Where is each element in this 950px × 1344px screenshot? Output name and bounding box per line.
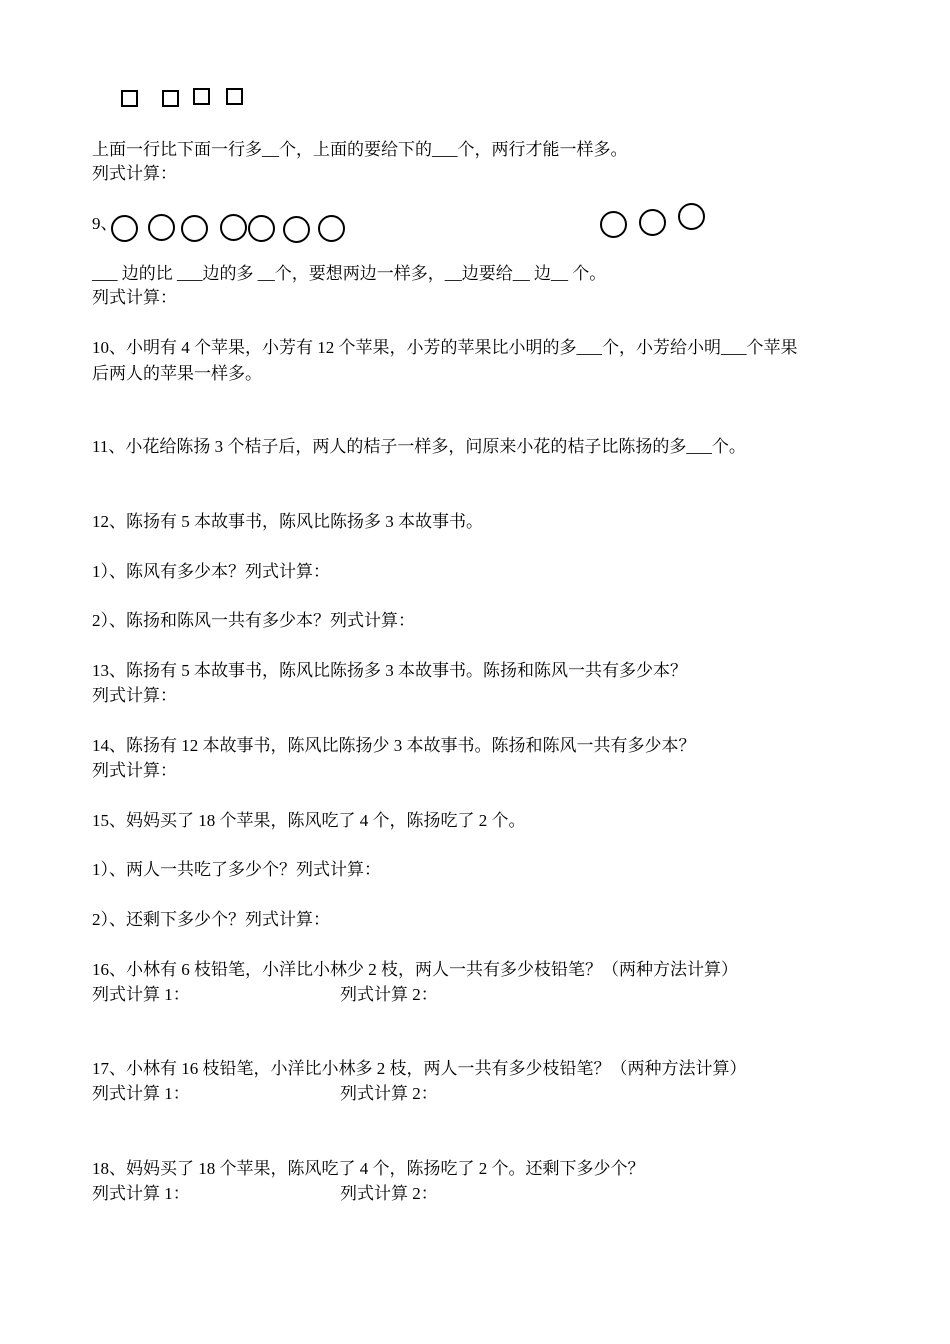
q12-text: 12、陈扬有 5 本故事书，陈风比陈扬多 3 本故事书。 [92, 512, 483, 531]
q15-sub2: 2）、还剩下多少个？列式计算： [92, 910, 330, 929]
q9-description: ___ 边的比 ___边的多 __个，要想两边一样多，__边要给__ 边__ 个。 [92, 264, 607, 283]
q12-sub2: 2）、陈扬和陈风一共有多少本？列式计算： [92, 611, 415, 630]
circle-shape [318, 215, 345, 242]
q17-formula-1: 列式计算 1： [92, 1084, 190, 1103]
circle-shape [248, 215, 275, 242]
square-shape [226, 88, 243, 105]
q8-formula-label: 列式计算： [92, 164, 177, 183]
q10-line1: 10、小明有 4 个苹果，小芳有 12 个苹果，小芳的苹果比小明的多___个，小芳给小明___个苹果 [92, 338, 798, 357]
q17-formula-2: 列式计算 2： [340, 1084, 438, 1103]
q14-formula-label: 列式计算： [92, 761, 177, 780]
circle-shape [111, 215, 138, 242]
square-shape [193, 88, 210, 105]
q15-text: 15、妈妈买了 18 个苹果，陈风吃了 4 个，陈扬吃了 2 个。 [92, 811, 526, 830]
q13-text: 13、陈扬有 5 本故事书，陈风比陈扬多 3 本故事书。陈扬和陈风一共有多少本？ [92, 661, 687, 680]
square-shape [121, 90, 138, 107]
q9-number: 9、 [92, 214, 118, 233]
q16-formula-2: 列式计算 2： [340, 985, 438, 1004]
q15-sub1: 1）、两人一共吃了多少个？列式计算： [92, 860, 381, 879]
q8-description: 上面一行比下面一行多__个，上面的要给下的___个，两行才能一样多。 [92, 140, 628, 159]
square-shape [162, 90, 179, 107]
q9-formula-label: 列式计算： [92, 288, 177, 307]
q16-formula-1: 列式计算 1： [92, 985, 190, 1004]
q18-text: 18、妈妈买了 18 个苹果，陈风吃了 4 个，陈扬吃了 2 个。还剩下多少个？ [92, 1159, 645, 1178]
circle-shape [600, 211, 627, 238]
circle-shape [220, 214, 247, 241]
circle-shape [283, 216, 310, 243]
q13-formula-label: 列式计算： [92, 686, 177, 705]
q11-text: 11、小花给陈扬 3 个桔子后，两人的桔子一样多，问原来小花的桔子比陈扬的多___个。 [92, 437, 746, 456]
q10-line2: 后两人的苹果一样多。 [92, 364, 262, 383]
q18-formula-2: 列式计算 2： [340, 1184, 438, 1203]
circle-shape [181, 215, 208, 242]
q14-text: 14、陈扬有 12 本故事书，陈风比陈扬少 3 本故事书。陈扬和陈风一共有多少本？ [92, 736, 696, 755]
circle-shape [639, 209, 666, 236]
circle-shape [678, 203, 705, 230]
q18-formula-1: 列式计算 1： [92, 1184, 190, 1203]
q17-text: 17、小林有 16 枝铅笔，小洋比小林多 2 枝，两人一共有多少枝铅笔？（两种方法计算） [92, 1059, 747, 1078]
q16-text: 16、小林有 6 枝铅笔，小洋比小林少 2 枝，两人一共有多少枝铅笔？（两种方法计算） [92, 960, 738, 979]
q12-sub1: 1）、陈风有多少本？列式计算： [92, 562, 330, 581]
circle-shape [148, 214, 175, 241]
